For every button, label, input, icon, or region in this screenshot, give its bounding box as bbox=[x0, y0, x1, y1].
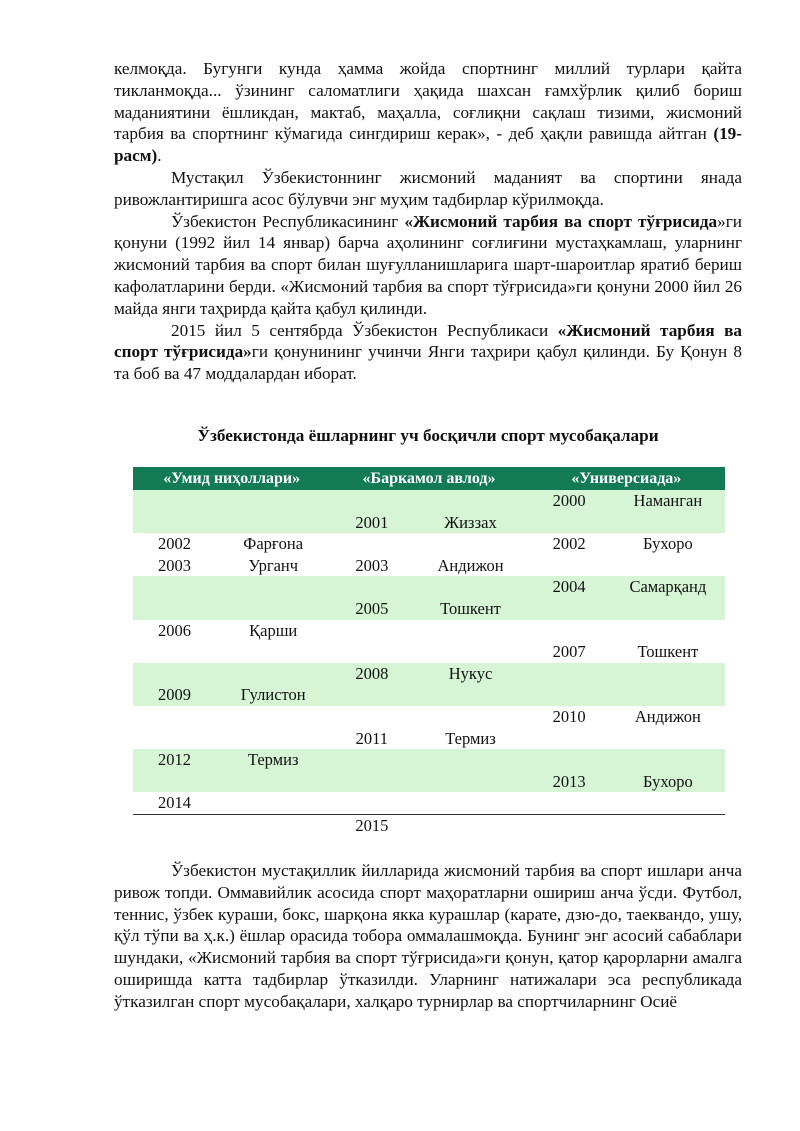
cell-universiada-city: Бухоро bbox=[643, 534, 693, 554]
cell-barkamol-year bbox=[330, 792, 413, 814]
cell-umid-year bbox=[133, 512, 216, 534]
table-row bbox=[133, 555, 725, 577]
cell-barkamol-city bbox=[413, 814, 527, 836]
table-row bbox=[133, 706, 725, 728]
cell-universiada-city: Самарқанд bbox=[611, 576, 725, 598]
cell-barkamol-city: Андижон bbox=[437, 555, 504, 575]
cell-universiada-year bbox=[528, 814, 611, 836]
table-body bbox=[133, 490, 725, 837]
cell-umid-year bbox=[133, 663, 216, 685]
cell-umid-year: 2002 bbox=[158, 534, 192, 554]
cell-universiada-year bbox=[528, 749, 611, 771]
paragraph bbox=[114, 58, 742, 167]
cell-universiada-year bbox=[528, 684, 611, 706]
header-barkamol-avlod: «Баркамол авлод» bbox=[330, 467, 527, 490]
cell-umid-city: Фарғона bbox=[243, 534, 304, 554]
cell-barkamol-city bbox=[413, 792, 527, 814]
cell-barkamol-year bbox=[330, 533, 413, 555]
cell-umid-city bbox=[216, 512, 330, 534]
cell-umid-year bbox=[133, 814, 216, 836]
paragraph bbox=[114, 211, 742, 320]
cell-barkamol-year bbox=[330, 576, 413, 598]
cell-barkamol-city: Тошкент bbox=[413, 598, 527, 620]
cell-umid-city bbox=[216, 706, 330, 728]
cell-barkamol-city bbox=[413, 490, 527, 512]
cell-universiada-city: Тошкент bbox=[637, 642, 699, 662]
cell-universiada-year bbox=[528, 555, 611, 577]
cell-universiada-city bbox=[611, 598, 725, 620]
header-umid-nihollari: «Умид ниҳоллари» bbox=[133, 467, 330, 490]
cell-barkamol-year: 2015 bbox=[355, 815, 389, 835]
cell-umid-city: Термиз bbox=[216, 749, 330, 771]
cell-umid-year bbox=[133, 576, 216, 598]
table-row bbox=[133, 749, 725, 771]
table-header bbox=[133, 467, 725, 490]
cell-universiada-year: 2007 bbox=[552, 642, 586, 662]
intro-text-block bbox=[114, 58, 742, 385]
cell-barkamol-year bbox=[330, 749, 413, 771]
table-row bbox=[133, 641, 725, 663]
paragraph bbox=[114, 320, 742, 385]
table-row bbox=[133, 814, 725, 836]
cell-barkamol-year: 2001 bbox=[330, 512, 413, 534]
text-run: . bbox=[157, 146, 162, 166]
cell-barkamol-year: 2008 bbox=[330, 663, 413, 685]
bold-text: (19-расм) bbox=[114, 124, 742, 166]
cell-barkamol-city bbox=[413, 749, 527, 771]
cell-barkamol-city: Нукус bbox=[413, 663, 527, 685]
table-row bbox=[133, 728, 725, 750]
cell-universiada-city bbox=[611, 792, 725, 814]
cell-barkamol-city bbox=[413, 576, 527, 598]
cell-umid-city: Урганч bbox=[248, 555, 299, 575]
cell-universiada-city bbox=[611, 512, 725, 534]
table-row bbox=[133, 576, 725, 598]
table-row bbox=[133, 620, 725, 642]
cell-umid-year bbox=[133, 706, 216, 728]
cell-barkamol-city: Термиз bbox=[445, 728, 496, 748]
table-row bbox=[133, 684, 725, 706]
cell-umid-year bbox=[133, 641, 216, 663]
cell-barkamol-year: 2011 bbox=[355, 728, 389, 748]
cell-umid-city: Гулистон bbox=[216, 684, 330, 706]
cell-umid-year: 2009 bbox=[133, 684, 216, 706]
cell-barkamol-city bbox=[413, 706, 527, 728]
cell-umid-city bbox=[216, 771, 330, 793]
cell-universiada-year bbox=[528, 620, 611, 642]
cell-barkamol-city bbox=[413, 533, 527, 555]
cell-umid-city bbox=[216, 490, 330, 512]
cell-universiada-city bbox=[611, 663, 725, 685]
cell-barkamol-city: Жиззах bbox=[413, 512, 527, 534]
text-run: Мустақил Ўзбекистоннинг жисмоний маданият ва спортини янада ривожлантиришга асос бўлувчи энг муҳим тадбирлар кўрилмоқда. bbox=[114, 167, 742, 209]
paragraph bbox=[114, 860, 742, 1013]
cell-barkamol-year: 2005 bbox=[330, 598, 413, 620]
cell-umid-year: 2003 bbox=[158, 555, 192, 575]
cell-barkamol-city bbox=[413, 684, 527, 706]
text-run: Ўзбекистон мустақиллик йилларида жисмоний тарбия ва спорт ишлари анча ривож топди. Оммавийлик асосида спорт маҳоратларни ошириш анча ўсди. Футбол, теннис, ўзбек кураши, бокс, шарқона якка курашлар (карате, дзю-до, таеквандо, ушу, қўл тўпи ва ҳ.к.) ёшлар орасида тобора оммалашмоқда. Бунинг энг асосий сабаблари шундаки, «Жисмоний тарбия ва спорт тўғрисида»ги қонун, қатор қарорларни амалга оширишда катта тадбирлар ўтказилди. Уларнинг натижалари эса республикада ўтказилган спорт мусобақалари, халқаро турнирлар ва спортчиларнинг Осиё bbox=[114, 861, 742, 1011]
cell-universiada-year: 2010 bbox=[552, 706, 586, 726]
table-row bbox=[133, 533, 725, 555]
cell-universiada-year bbox=[528, 663, 611, 685]
table-row bbox=[133, 663, 725, 685]
cell-barkamol-city bbox=[413, 620, 527, 642]
cell-barkamol-year bbox=[330, 490, 413, 512]
competitions-table bbox=[133, 467, 725, 837]
cell-barkamol-city bbox=[413, 771, 527, 793]
cell-universiada-city bbox=[611, 814, 725, 836]
text-run: Ўзбекистон Республикасининг bbox=[171, 211, 405, 231]
cell-umid-year: 2014 bbox=[133, 792, 216, 814]
cell-umid-city: Қарши bbox=[249, 620, 298, 640]
bold-text: «Жисмоний тарбия ва спорт тўғрисида bbox=[404, 211, 718, 231]
table-row bbox=[133, 792, 725, 814]
cell-universiada-city bbox=[611, 620, 725, 642]
cell-barkamol-year bbox=[330, 620, 413, 642]
cell-umid-city bbox=[216, 641, 330, 663]
cell-universiada-year: 2013 bbox=[528, 771, 611, 793]
cell-universiada-year: 2002 bbox=[552, 534, 586, 554]
cell-universiada-city: Бухоро bbox=[611, 771, 725, 793]
cell-umid-city bbox=[216, 792, 330, 814]
paragraph bbox=[114, 167, 742, 211]
table-row bbox=[133, 512, 725, 534]
cell-umid-city bbox=[216, 576, 330, 598]
text-run: 2015 йил 5 сентябрда Ўзбекистон Республикаси bbox=[171, 320, 558, 340]
cell-barkamol-year bbox=[330, 771, 413, 793]
table-row bbox=[133, 598, 725, 620]
cell-barkamol-year bbox=[330, 684, 413, 706]
cell-umid-year bbox=[133, 598, 216, 620]
cell-umid-city bbox=[216, 663, 330, 685]
cell-universiada-city: Наманган bbox=[611, 490, 725, 512]
cell-umid-year: 2012 bbox=[133, 749, 216, 771]
cell-universiada-city bbox=[611, 728, 725, 750]
cell-universiada-year: 2004 bbox=[528, 576, 611, 598]
cell-universiada-city bbox=[611, 555, 725, 577]
cell-universiada-year bbox=[528, 512, 611, 534]
cell-universiada-year: 2000 bbox=[528, 490, 611, 512]
table-row bbox=[133, 490, 725, 512]
cell-umid-year bbox=[133, 771, 216, 793]
bold-text: «Жисмоний тарбия ва спорт тўғрисида» bbox=[114, 320, 742, 362]
cell-umid-city bbox=[216, 728, 330, 750]
cell-barkamol-city bbox=[413, 641, 527, 663]
cell-universiada-year bbox=[528, 792, 611, 814]
competitions-table-wrapper bbox=[133, 467, 725, 837]
cell-barkamol-year: 2003 bbox=[355, 555, 389, 575]
text-run: ги қонунининг учинчи Янги таҳрири қабул қилинди. Бу Қонун 8 та боб ва 47 моддалардан иборат. bbox=[114, 342, 743, 384]
cell-universiada-city: Андижон bbox=[634, 706, 701, 726]
table-title: Ўзбекистонда ёшларнинг уч босқичли спорт мусобақалари bbox=[197, 426, 659, 445]
header-universiada: «Универсиада» bbox=[528, 467, 725, 490]
cell-universiada-year bbox=[528, 728, 611, 750]
table-row bbox=[133, 771, 725, 793]
cell-umid-year bbox=[133, 490, 216, 512]
text-run: »ги қонуни (1992 йил 14 январ) барча аҳолининг соғлиғини мустаҳкамлаш, уларнинг жисмоний тарбия ва спорт билан шуғулланишларига шарт-шароитлар яратиб бериш кафолатларини берди. «Жисмоний тарбия ва спорт тўғрисида»ги қонуни 2000 йил 26 майда янги таҳрирда қайта қабул қилинди. bbox=[114, 211, 742, 318]
cell-universiada-city bbox=[611, 749, 725, 771]
cell-barkamol-year bbox=[330, 706, 413, 728]
cell-universiada-city bbox=[611, 684, 725, 706]
cell-barkamol-year bbox=[330, 641, 413, 663]
text-run: келмоқда. Бугунги кунда ҳамма жойда спортнинг миллий турлари қайта тикланмоқда... ўзининг саломатлиги ҳақида шахсан ғамхўрлик қилиб бориш маданиятини ёшликдан, мактаб, маҳалла, соғлиқни сақлаш тизими, жисмоний тарбия ва спортнинг кўмагида сингдириш керак», - деб ҳақли равишда айтган bbox=[114, 59, 742, 144]
cell-umid-city bbox=[216, 598, 330, 620]
closing-text-block bbox=[114, 860, 742, 1013]
cell-umid-year: 2006 bbox=[158, 620, 192, 640]
cell-umid-city bbox=[216, 814, 330, 836]
cell-umid-year bbox=[133, 728, 216, 750]
cell-universiada-year bbox=[528, 598, 611, 620]
